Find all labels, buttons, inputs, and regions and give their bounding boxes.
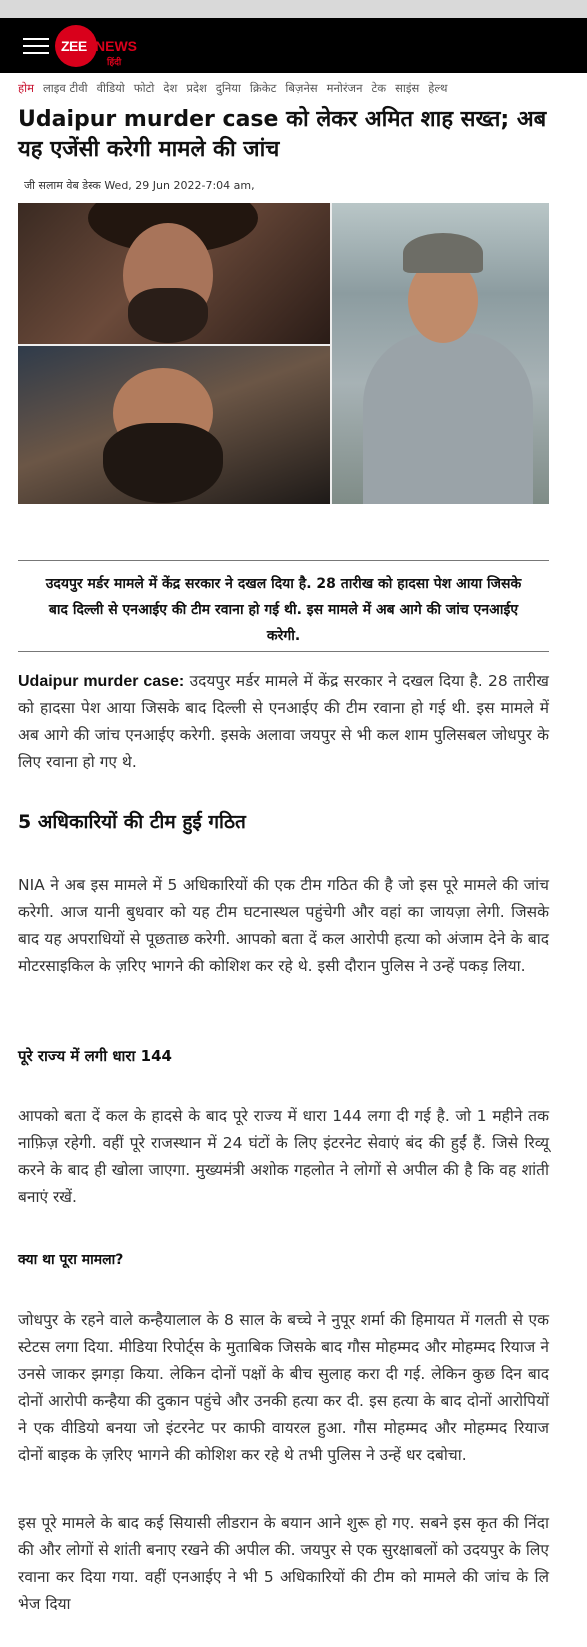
- paragraph-5: इस पूरे मामले के बाद कई सियासी लीडरान के बयान आने शुरू हो गए. सबने इस कृत की निंदा की और लोगों से शांती बनाए रखने की अपील की. जयपुर से एक सुरक्षाबलों को उदयपुर के लिए रवाना कर दिया गया. वहीं एनआईए ने भी 5 अधिकारियों की टीम को मामले की जांच के लि भेज दिया: [18, 1514, 549, 1613]
- nav-item[interactable]: हेल्थ: [428, 81, 448, 95]
- nav-item[interactable]: वीडियो: [96, 81, 125, 95]
- logo-hindi-text: हिंदी: [107, 58, 122, 68]
- article-summary: उदयपुर मर्डर मामले में केंद्र सरकार ने दखल दिया है. 28 तारीख को हादसा पेश आया जिसके बाद दिल्ली से एनआईए की टीम रवाना हो गई थी. इस मामले में अब आगे की जांच एनआईए करेगी.: [18, 560, 549, 652]
- article-title: Udaipur murder case को लेकर अमित शाह सख्त; अब यह एजेंसी करेगी मामले की जांच: [18, 107, 547, 162]
- nav-item[interactable]: प्रदेश: [186, 81, 207, 95]
- paragraph-1-text: उदयपुर मर्डर मामले में केंद्र सरकार ने दखल दिया है. 28 तारीख को हादसा पेश आया जिसके बाद दिल्ली से एनआईए की टीम रवाना हो गई थी. इस मामले में अब आगे की जांच एनआईए करेगी. इसके अलावा जयपुर से भी कल शाम पुलिसबल जोधपुर के लिए रवाना हो गए थे.: [18, 672, 549, 771]
- paragraph-1: [18, 668, 549, 776]
- nav-item[interactable]: क्रिकेट: [249, 81, 277, 95]
- heading-what-happened: क्या था पूरा मामला?: [18, 1252, 124, 1268]
- article-byline: जी सलाम वेब डेस्क Wed, 29 Jun 2022-7:04 am,: [24, 179, 255, 192]
- article-photo: [18, 203, 549, 504]
- nav-item[interactable]: टेक: [371, 81, 387, 95]
- paragraph-4: जोधपुर के रहने वाले कन्हैयालाल के 8 साल के बच्चे ने नुपूर शर्मा की हिमायत में गलती से एक स्टेटस लगा दिया. मीडिया रिपोर्ट्स के मुताबिक जिसके बाद गौस मोहम्मद और मोहम्मद रियाज ने उनसे जाकर झगड़ा किया. लेकिन दोनों पक्षों के बीच सुलाह करा दी गई. लेकिन कुछ दिन बाद दोनों आरोपी कन्हैया की दुकान पहुंचे और उनकी हत्या कर दी. इस हत्या के बाद दोनों आरोपियों ने एक वीडियो बनया जो इंटरनेट पर काफी वायरल हुआ. गौस मोहम्मद और मोहम्मद रियाज दोनों बाइक के ज़रिए भागने की कोशिश कर रहे थे तभी पुलिस ने उन्हें धर दबोचा.: [18, 1311, 549, 1464]
- paragraph-2: NIA ने अब इस मामले में 5 अधिकारियों की एक टीम गठित की है जो इस पूरे मामले की जांच करेगी. आज यानी बुधवार को यह टीम घटनास्थल पहुंचेगी और वहां का जायज़ा लेगी. जिसके बाद यह अपराधियों से पूछताछ करेगी. आपको बता दें कल आरोपी हत्या को अंजाम देने के बाद मोटरसाइकिल के ज़रिए भागने की कोशिश कर रहे थे. इसी दौरान पुलिस ने उन्हें पकड़ लिया.: [18, 876, 549, 975]
- category-nav: [18, 81, 578, 99]
- nav-item[interactable]: देश: [163, 81, 178, 95]
- paragraph-3: आपको बता दें कल के हादसे के बाद पूरे राज्य में धारा 144 लगा दी गई है. जो 1 महीने तक नाफ़िज़ रहेगी. वहीं पूरे राजस्थान में 24 घंटों के लिए इंटरनेट सेवाएं बंद की हुईं हैं. जिसे रिव्यू करने के बाद ही खोला जाएगा. मुख्यमंत्री अशोक गहलोत ने लोगों से अपील की है कि वह शांती बनाएं रखें.: [18, 1107, 549, 1206]
- nav-item[interactable]: फोटो: [133, 81, 155, 95]
- photo-beard-2: [103, 423, 223, 503]
- heading-section-144: पूरे राज्य में लगी धारा 144: [18, 1047, 172, 1065]
- site-header: [0, 18, 587, 73]
- logo-news-text: NEWS: [95, 38, 137, 54]
- zee-news-logo[interactable]: [55, 23, 155, 69]
- photo-shirt: [363, 333, 533, 504]
- logo-zee-text: ZEE: [61, 38, 87, 54]
- nav-item[interactable]: लाइव टीवी: [42, 81, 88, 95]
- nav-item[interactable]: दुनिया: [215, 81, 241, 95]
- photo-cap: [403, 233, 483, 273]
- nav-item[interactable]: होम: [18, 81, 34, 95]
- menu-icon[interactable]: [23, 38, 49, 54]
- nav-item[interactable]: बिज़नेस: [285, 81, 318, 95]
- nav-item[interactable]: साइंस: [395, 81, 420, 95]
- nav-item[interactable]: मनोरंजन: [326, 81, 363, 95]
- browser-top-strip: [0, 0, 587, 18]
- heading-team: 5 अधिकारियों की टीम हुई गठित: [18, 811, 246, 833]
- photo-beard-1: [128, 288, 208, 343]
- paragraph-1-lead: Udaipur murder case:: [18, 673, 185, 690]
